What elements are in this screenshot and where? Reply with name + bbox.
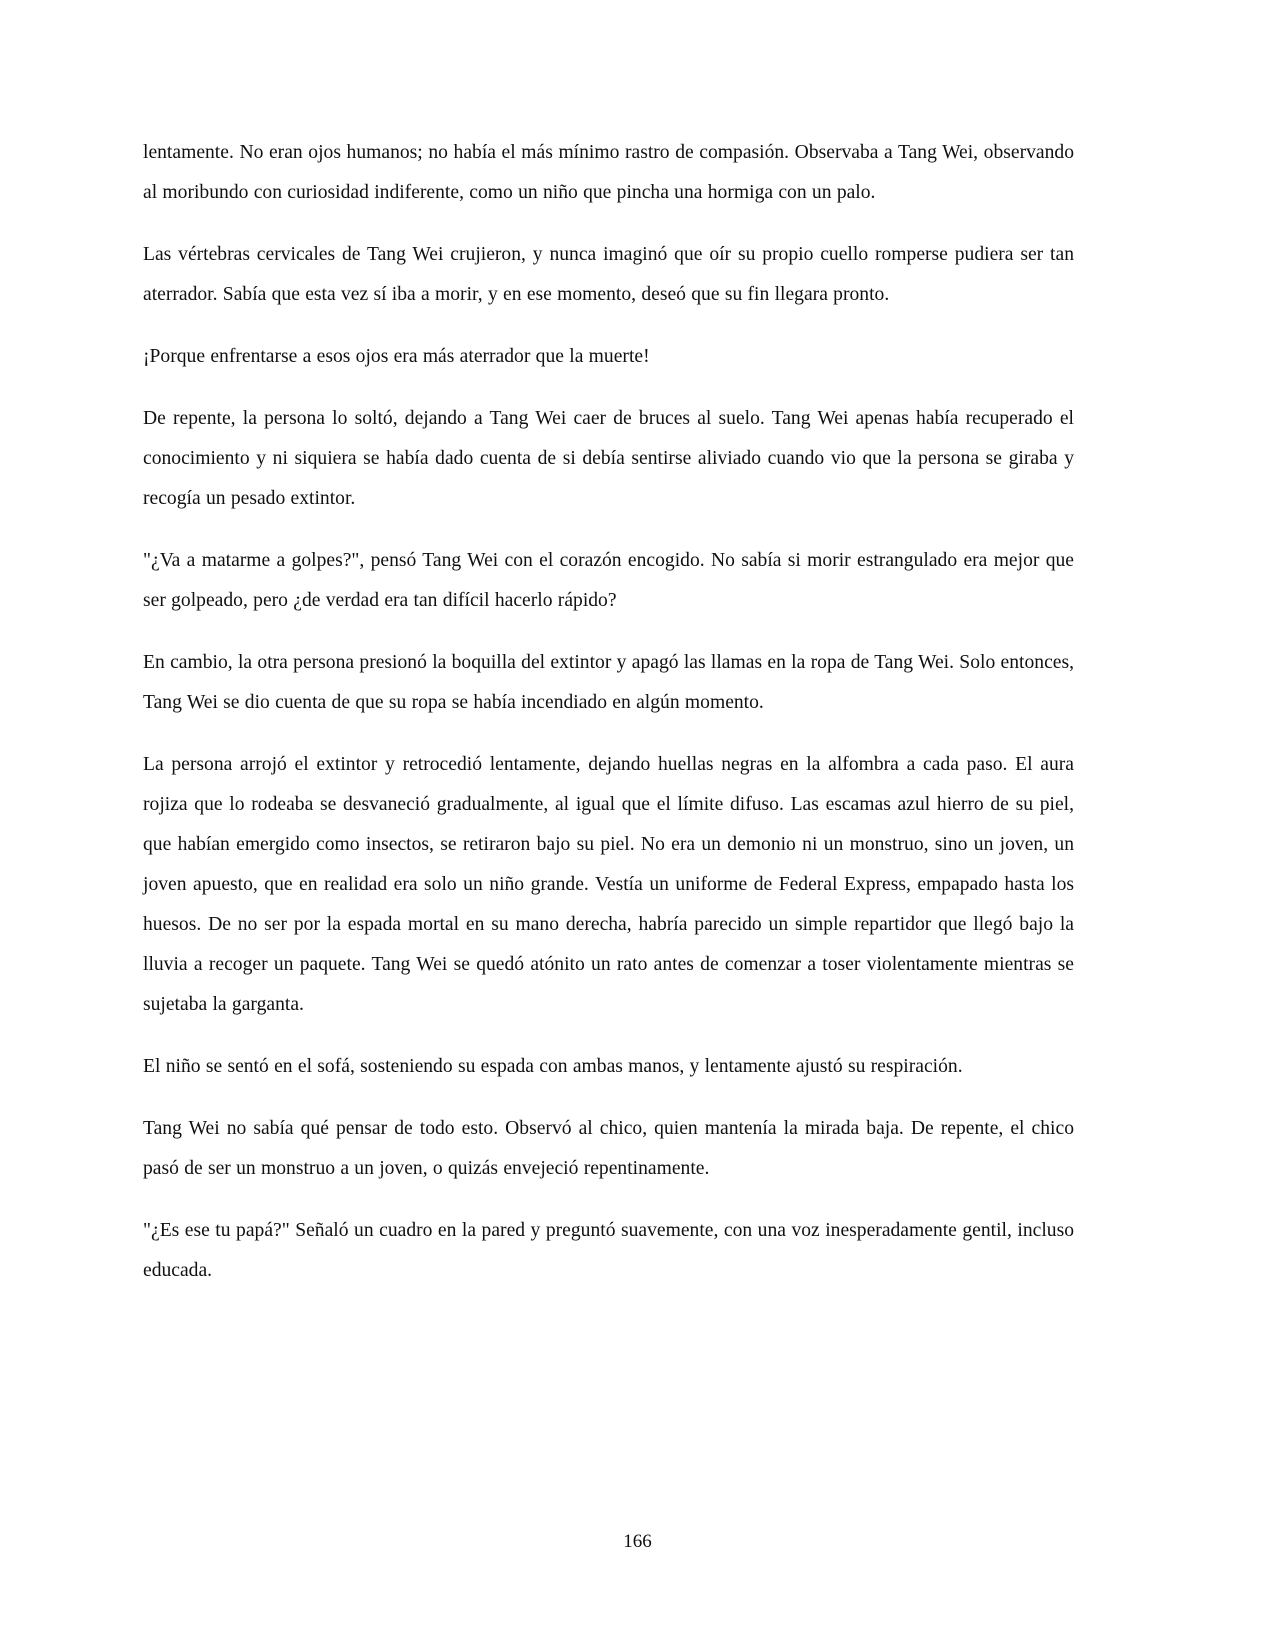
paragraph-2: Las vértebras cervicales de Tang Wei crujieron, y nunca imaginó que oír su propio cuello romperse pudiera ser tan aterrador. Sabía que esta vez sí iba a morir, y en ese momento, deseó que su fin llegara pronto. <box>143 244 1074 305</box>
paragraph-6: En cambio, la otra persona presionó la boquilla del extintor y apagó las llamas en la ropa de Tang Wei. Solo entonces, Tang Wei se dio cuenta de que su ropa se había incendiado en algún momento. <box>143 652 1074 713</box>
paragraph-5: "¿Va a matarme a golpes?", pensó Tang Wei con el corazón encogido. No sabía si morir estrangulado era mejor que ser golpeado, pero ¿de verdad era tan difícil hacerlo rápido? <box>143 550 1074 611</box>
paragraph-9: Tang Wei no sabía qué pensar de todo esto. Observó al chico, quien mantenía la mirada baja. De repente, el chico pasó de ser un monstruo a un joven, o quizás envejeció repentinamente. <box>143 1118 1074 1179</box>
body-text-column <box>143 133 1074 1291</box>
paragraph-7: La persona arrojó el extintor y retrocedió lentamente, dejando huellas negras en la alfombra a cada paso. El aura rojiza que lo rodeaba se desvaneció gradualmente, al igual que el límite difuso. Las escamas azul hierro de su piel, que habían emergido como insectos, se retiraron bajo su piel. No era un demonio ni un monstruo, sino un joven, un joven apuesto, que en realidad era solo un niño grande. Vestía un uniforme de Federal Express, empapado hasta los huesos. De no ser por la espada mortal en su mano derecha, habría parecido un simple repartidor que llegó bajo la lluvia a recoger un paquete. Tang Wei se quedó atónito un rato antes de comenzar a toser violentamente mientras se sujetaba la garganta. <box>143 754 1074 1015</box>
paragraph-3: ¡Porque enfrentarse a esos ojos era más aterrador que la muerte! <box>143 346 650 367</box>
paragraph-1: lentamente. No eran ojos humanos; no había el más mínimo rastro de compasión. Observaba a Tang Wei, observando al moribundo con curiosidad indiferente, como un niño que pincha una hormiga con un palo. <box>143 142 1074 203</box>
page-number: 166 <box>623 1531 652 1552</box>
paragraph-8: El niño se sentó en el sofá, sosteniendo su espada con ambas manos, y lentamente ajustó su respiración. <box>143 1056 963 1077</box>
paragraph-10: "¿Es ese tu papá?" Señaló un cuadro en la pared y preguntó suavemente, con una voz inesperadamente gentil, incluso educada. <box>143 1220 1074 1281</box>
paragraph-4: De repente, la persona lo soltó, dejando a Tang Wei caer de bruces al suelo. Tang Wei apenas había recuperado el conocimiento y ni siquiera se había dado cuenta de si debía sentirse aliviado cuando vio que la persona se giraba y recogía un pesado extintor. <box>143 408 1074 509</box>
